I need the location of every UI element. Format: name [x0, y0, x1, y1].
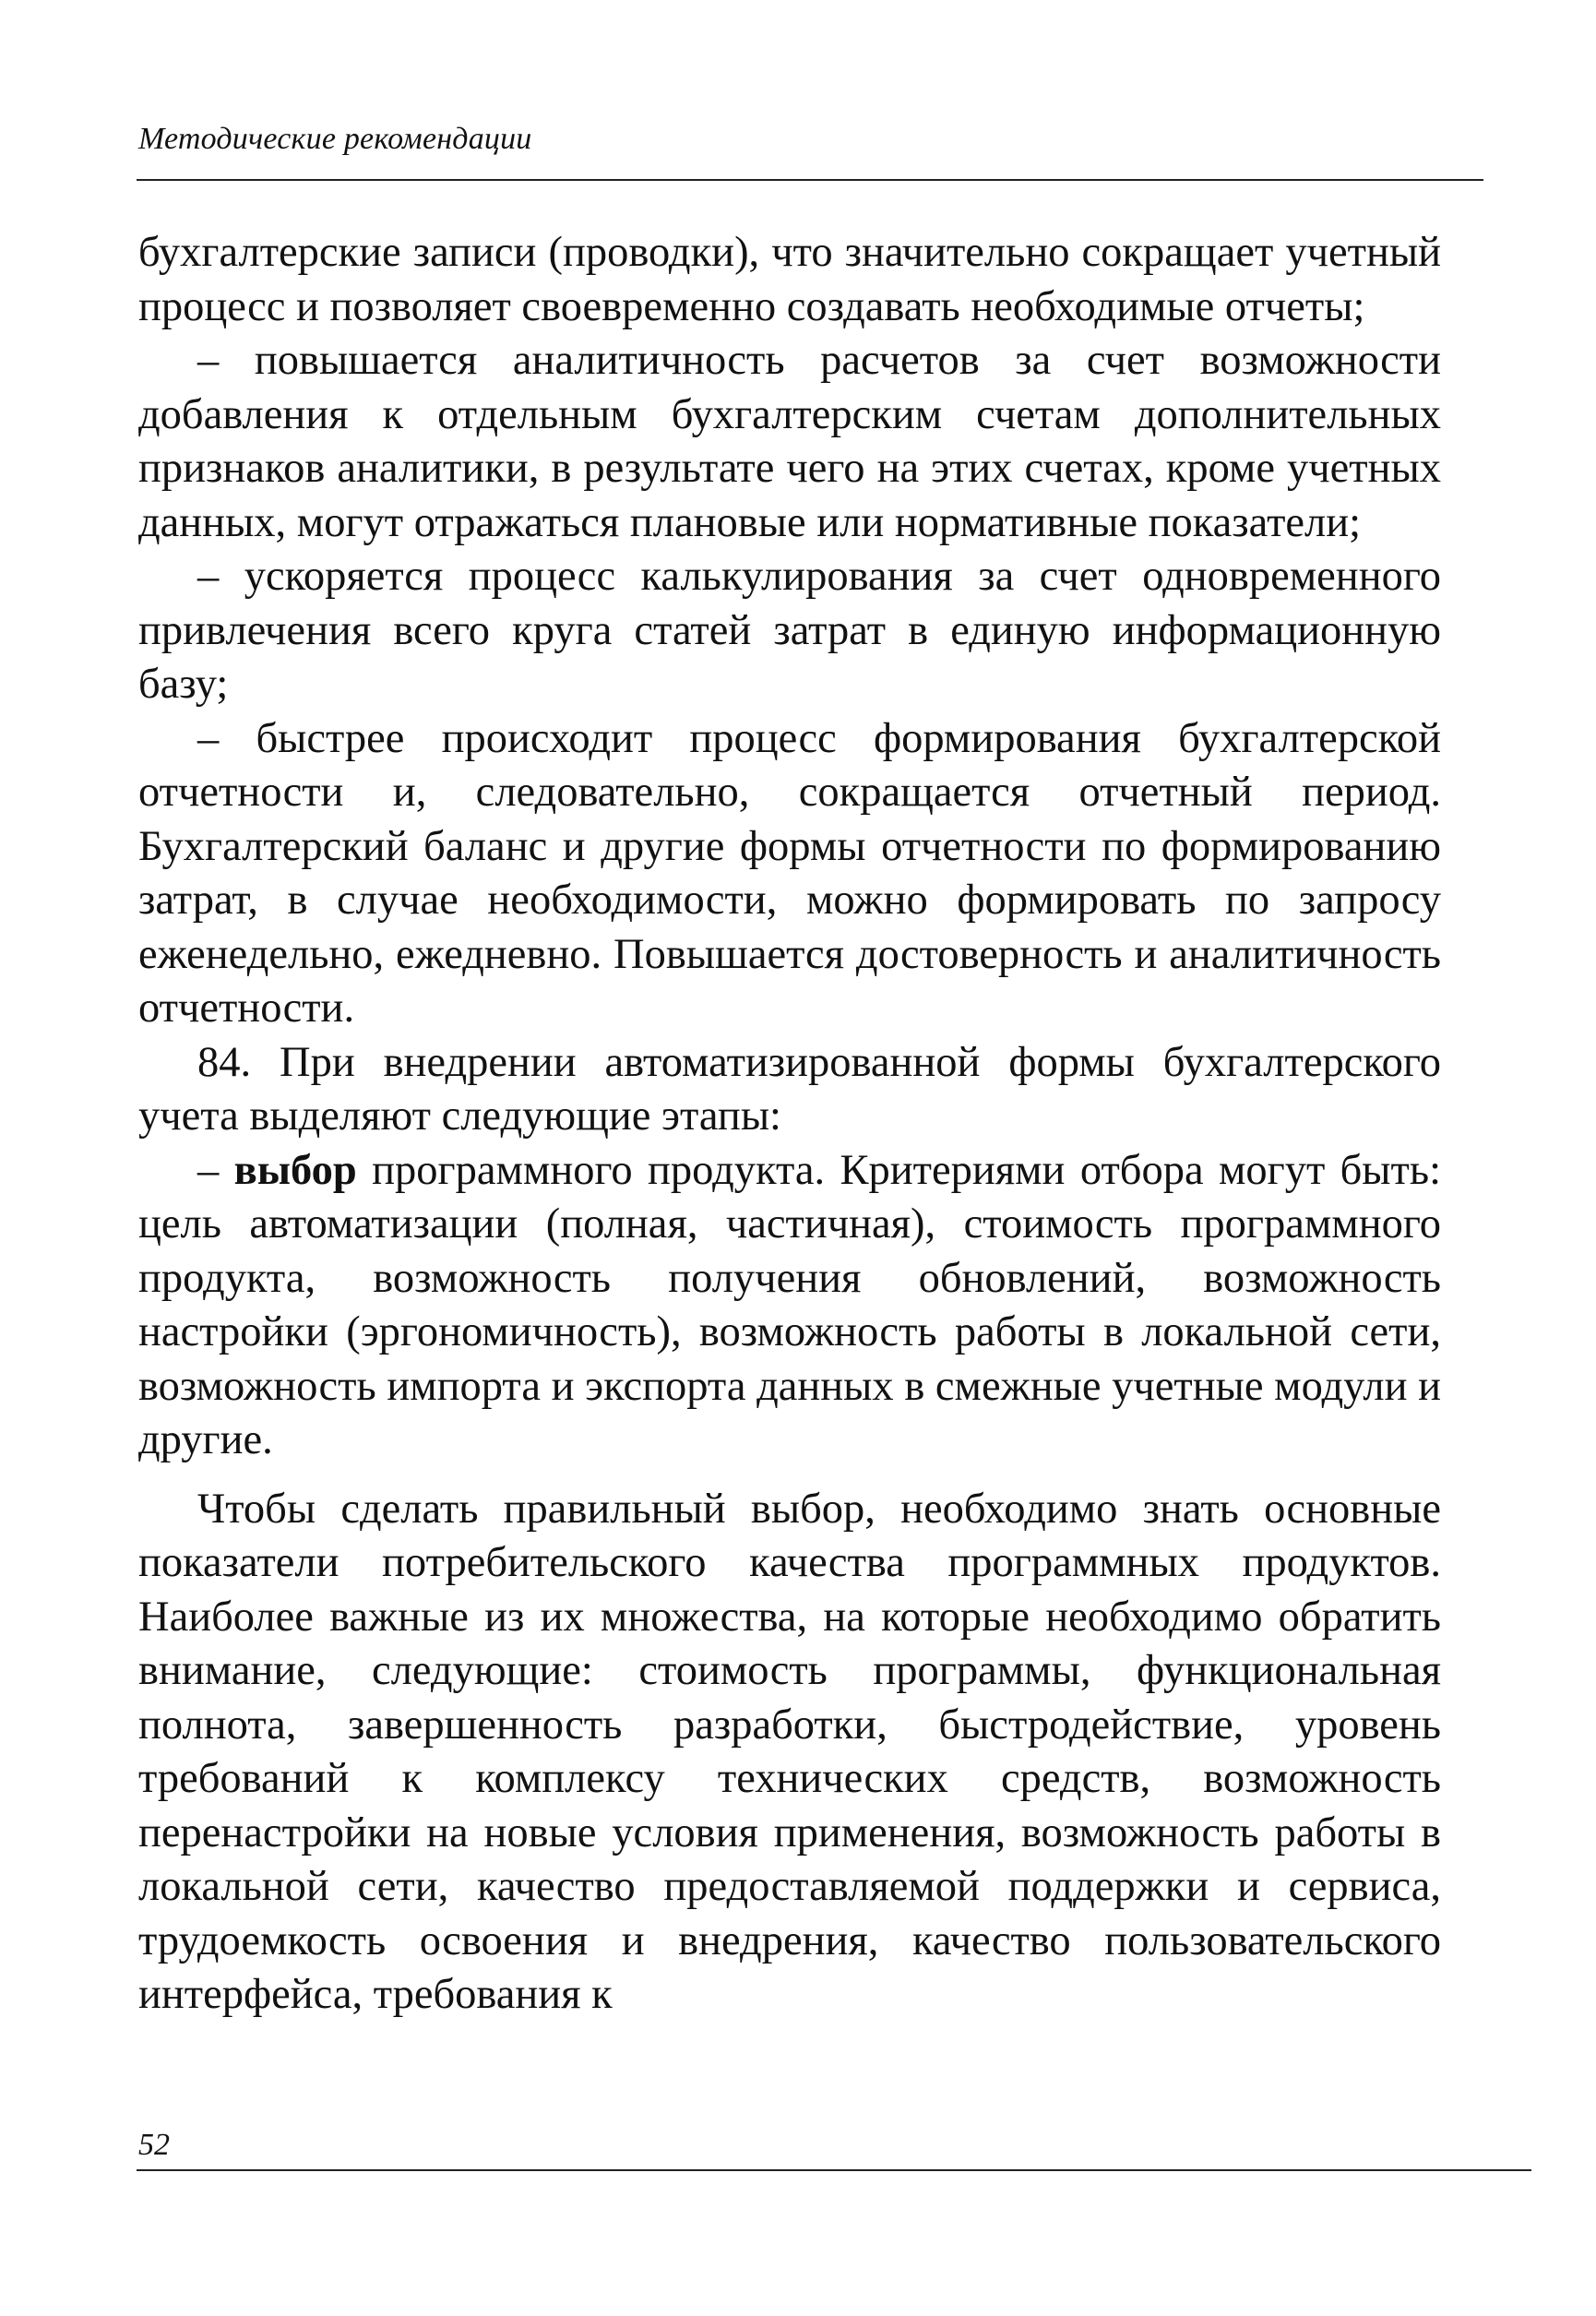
paragraph-reporting: – быстрее происходит процесс формирования бухгалтерской отчетности и, следовательно, сокращается отчетный период. Бухгалтерский баланс и другие формы отчетности по формированию затрат, в случае необходимости, можно формировать по запросу еженедельно, ежедневно. Повышается достоверность и аналитичность отчетности.: [138, 714, 1441, 1032]
page-number: 52: [138, 2128, 170, 2162]
paragraph-costing: – ускоряется процесс калькулирования за счет одновременного привлечения всего круга статей затрат в единую информационную базу;: [138, 553, 1441, 708]
footer-rule: [137, 2169, 1531, 2171]
selection-dash: –: [197, 1146, 234, 1194]
paragraph-quality-indicators: Чтобы сделать правильный выбор, необходимо знать основные показатели потребительского качества программных продуктов. Наиболее важные из их множества, на которые необходимо обратить внимание, следующие: стоимость программы, функциональная полнота, завершенность разработки, быстродействие, уровень требований к комплексу технических средств, возможность перенастройки на новые условия применения, возможность работы в локальной сети, качество предоставляемой поддержки и сервиса, трудоемкость освоения и внедрения, качество пользовательского интерфейса, требования к: [138, 1485, 1441, 2018]
paragraph-analytics: – повышается аналитичность расчетов за счет возможности добавления к отдельным бухгалтерским счетам дополнительных признаков аналитики, в результате чего на этих счетах, кроме учетных данных, могут отражаться плановые или нормативные показатели;: [138, 337, 1441, 546]
paragraph-continuation: бухгалтерские записи (проводки), что значительно сокращает учетный процесс и позволяет своевременно создавать необходимые отчеты;: [138, 229, 1441, 330]
header-rule: [137, 179, 1483, 181]
running-head-title: Методические рекомендации: [138, 122, 532, 156]
selection-bold-term: выбор: [233, 1146, 357, 1194]
selection-text: программного продукта. Критериями отбора могут быть: цель автоматизации (полная, частичная), стоимость программного продукта, возможность получения обновлений, возможность настройки (эргономичность), возможность работы в локальной сети, возможность импорта и экспорта данных в смежные учетные модули и другие.: [138, 1146, 1441, 1463]
page-body: [138, 226, 1441, 2023]
paragraph-item-84: 84. При внедрении автоматизированной формы бухгалтерского учета выделяют следующие этапы:: [138, 1038, 1441, 1140]
paragraph-selection: [138, 1144, 1441, 1468]
